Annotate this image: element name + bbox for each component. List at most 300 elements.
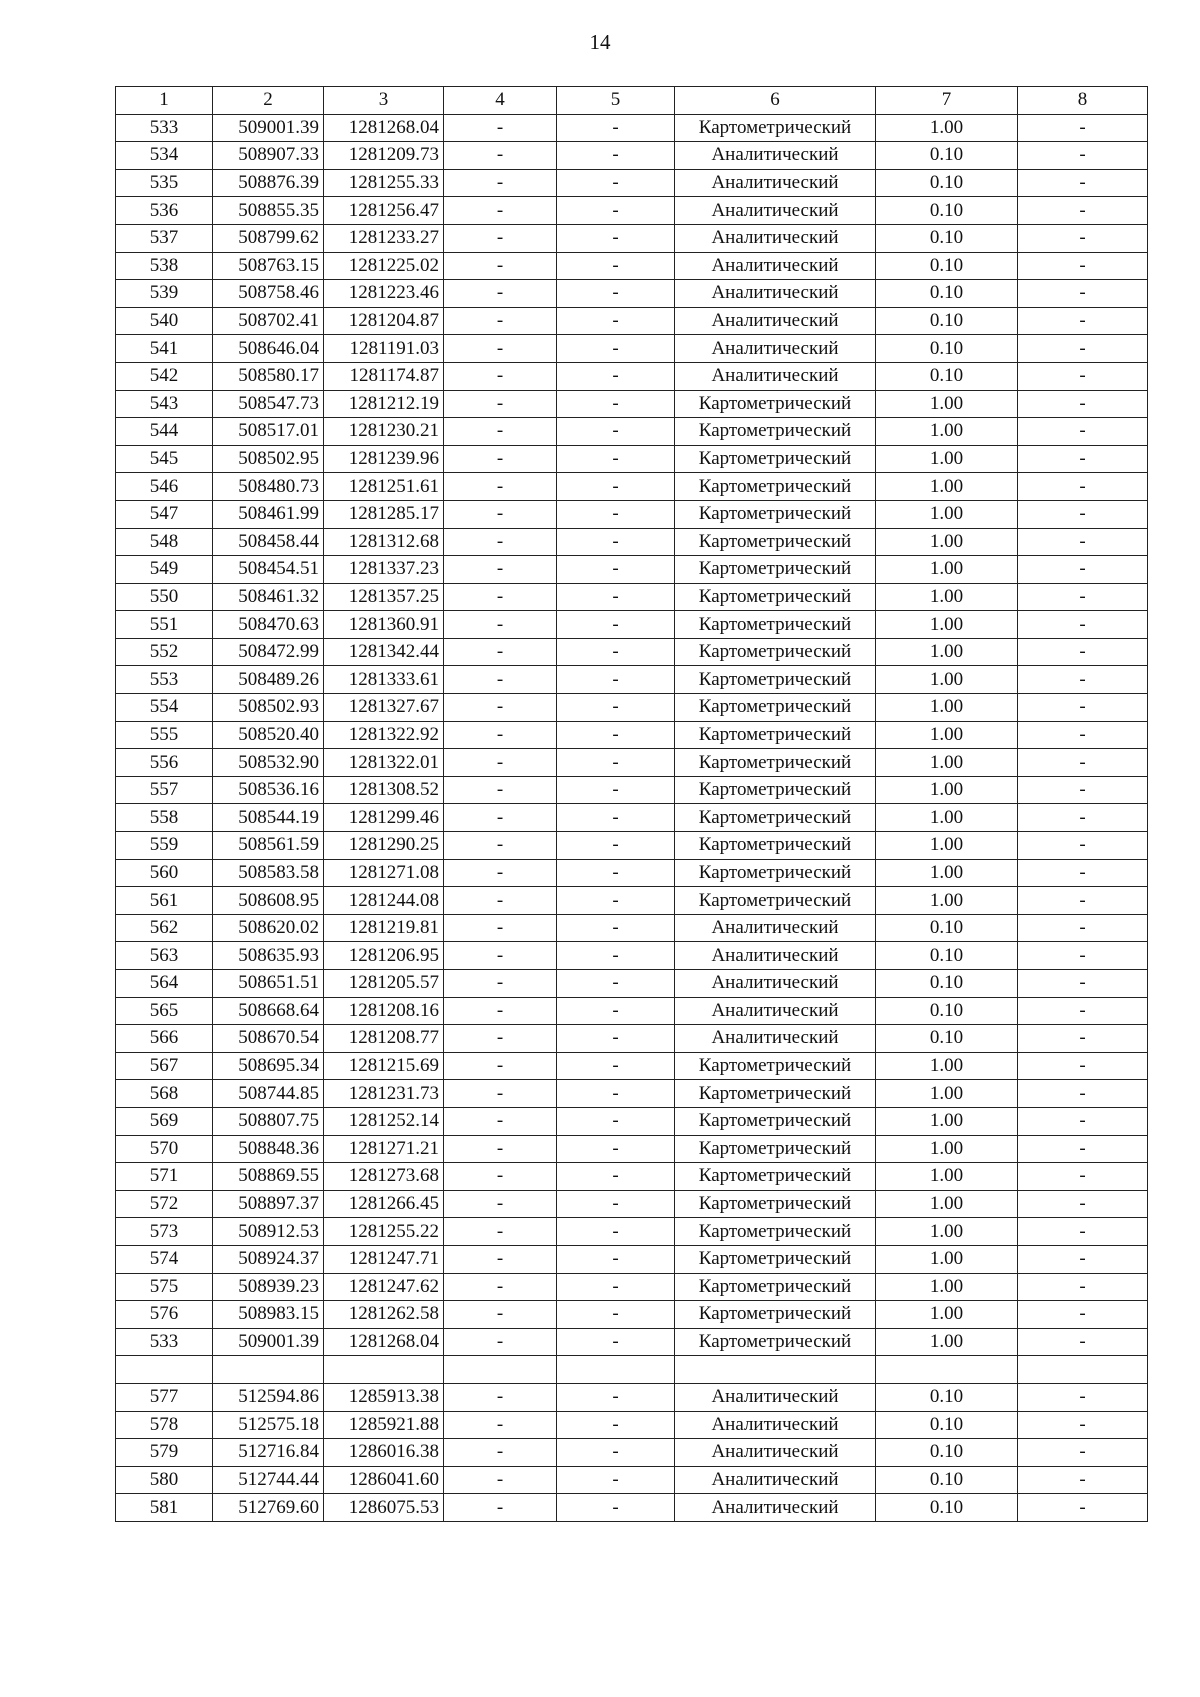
table-row	[116, 776, 1148, 804]
table-row	[116, 1218, 1148, 1246]
table-row	[116, 666, 1148, 694]
table-row	[116, 1466, 1148, 1494]
table-cell	[324, 1356, 444, 1384]
table-row	[116, 335, 1148, 363]
table-cell: Картометрический	[675, 1052, 876, 1080]
page-number: 14	[589, 30, 611, 54]
table-cell: 1281327.67	[324, 694, 444, 722]
table-cell: 508480.73	[213, 473, 324, 501]
table-cell: 572	[116, 1190, 213, 1218]
table-cell: 552	[116, 638, 213, 666]
table-cell: Картометрический	[675, 418, 876, 446]
table-cell: 553	[116, 666, 213, 694]
table-cell: 533	[116, 1328, 213, 1356]
table-cell: -	[1018, 362, 1148, 390]
table-cell: 0.10	[876, 197, 1018, 225]
table-row	[116, 859, 1148, 887]
table-cell: 1.00	[876, 1273, 1018, 1301]
table-cell: Картометрический	[675, 583, 876, 611]
table-row	[116, 1080, 1148, 1108]
table-cell: 1281262.58	[324, 1301, 444, 1329]
column-header: 2	[213, 87, 324, 115]
table-cell: -	[557, 1411, 675, 1439]
table-cell: -	[557, 1328, 675, 1356]
table-cell: 1281233.27	[324, 224, 444, 252]
table-cell: Аналитический	[675, 280, 876, 308]
table-row	[116, 1439, 1148, 1467]
table-cell: -	[557, 252, 675, 280]
table-cell: 543	[116, 390, 213, 418]
table-row	[116, 1135, 1148, 1163]
table-row	[116, 556, 1148, 584]
table-cell: -	[444, 307, 557, 335]
table-cell: 1.00	[876, 1218, 1018, 1246]
table-cell: 0.10	[876, 1025, 1018, 1053]
table-cell: 1281230.21	[324, 418, 444, 446]
table-cell: 0.10	[876, 224, 1018, 252]
table-cell: 508583.58	[213, 859, 324, 887]
table-cell: 560	[116, 859, 213, 887]
table-cell: -	[1018, 1273, 1148, 1301]
table-cell: 559	[116, 832, 213, 860]
table-cell: -	[1018, 1080, 1148, 1108]
table-cell: 1.00	[876, 1135, 1018, 1163]
table-cell: -	[444, 1439, 557, 1467]
table-cell: -	[1018, 1052, 1148, 1080]
table-cell: 508855.35	[213, 197, 324, 225]
table-cell: -	[444, 528, 557, 556]
coordinates-table	[115, 86, 1148, 1522]
table-cell: 569	[116, 1107, 213, 1135]
table-cell: 579	[116, 1439, 213, 1467]
table-cell: 1281333.61	[324, 666, 444, 694]
table-cell: 1281206.95	[324, 942, 444, 970]
table-cell: -	[557, 445, 675, 473]
table-cell: 1281322.92	[324, 721, 444, 749]
table-cell: 508580.17	[213, 362, 324, 390]
table-row	[116, 528, 1148, 556]
table-cell: Аналитический	[675, 252, 876, 280]
table-cell: 508502.93	[213, 694, 324, 722]
table-cell: 555	[116, 721, 213, 749]
table-cell: 508702.41	[213, 307, 324, 335]
table-cell: -	[557, 1080, 675, 1108]
table-cell: 1281231.73	[324, 1080, 444, 1108]
table-cell: 508869.55	[213, 1163, 324, 1191]
table-cell: 508461.32	[213, 583, 324, 611]
table-cell: -	[1018, 1190, 1148, 1218]
table-cell: -	[444, 1466, 557, 1494]
table-row	[116, 942, 1148, 970]
table-cell: 1.00	[876, 638, 1018, 666]
table-cell: 1281225.02	[324, 252, 444, 280]
table-cell: 550	[116, 583, 213, 611]
table-cell: Аналитический	[675, 169, 876, 197]
table-row	[116, 583, 1148, 611]
table-cell: 565	[116, 997, 213, 1025]
table-cell: 1.00	[876, 776, 1018, 804]
table-cell: 508651.51	[213, 970, 324, 998]
table-cell: 0.10	[876, 280, 1018, 308]
table-row	[116, 997, 1148, 1025]
table-cell: -	[1018, 114, 1148, 142]
table-cell: 1281290.25	[324, 832, 444, 860]
table-cell: 537	[116, 224, 213, 252]
table-cell: 562	[116, 914, 213, 942]
table-row	[116, 169, 1148, 197]
table-cell: 0.10	[876, 997, 1018, 1025]
table-cell: 571	[116, 1163, 213, 1191]
table-cell: 535	[116, 169, 213, 197]
table-cell: 1.00	[876, 832, 1018, 860]
table-cell: -	[444, 500, 557, 528]
table-cell: 576	[116, 1301, 213, 1329]
table-cell: -	[1018, 914, 1148, 942]
table-cell: -	[1018, 280, 1148, 308]
table-cell: -	[1018, 528, 1148, 556]
table-cell: 1281312.68	[324, 528, 444, 556]
table-cell: Аналитический	[675, 307, 876, 335]
table-cell: -	[444, 583, 557, 611]
table-cell: -	[557, 583, 675, 611]
table-cell: 0.10	[876, 169, 1018, 197]
table-cell: -	[444, 694, 557, 722]
table-cell: 508517.01	[213, 418, 324, 446]
table-cell: Картометрический	[675, 832, 876, 860]
table-cell: Аналитический	[675, 1439, 876, 1467]
table-row	[116, 1301, 1148, 1329]
table-row	[116, 280, 1148, 308]
table-cell: 549	[116, 556, 213, 584]
table-cell: Картометрический	[675, 804, 876, 832]
table-cell: -	[444, 914, 557, 942]
table-cell: 1281357.25	[324, 583, 444, 611]
table-cell: 557	[116, 776, 213, 804]
table-cell: 1.00	[876, 1301, 1018, 1329]
table-cell: 508470.63	[213, 611, 324, 639]
table-cell: -	[1018, 307, 1148, 335]
table-cell: 508668.64	[213, 997, 324, 1025]
table-cell: 508646.04	[213, 335, 324, 363]
table-cell: 508807.75	[213, 1107, 324, 1135]
table-cell: 508532.90	[213, 749, 324, 777]
table-cell: -	[557, 721, 675, 749]
table-row	[116, 390, 1148, 418]
table-cell: 1.00	[876, 1080, 1018, 1108]
table-cell: 558	[116, 804, 213, 832]
table-cell: 1.00	[876, 1190, 1018, 1218]
table-cell: -	[1018, 500, 1148, 528]
table-cell: -	[557, 418, 675, 446]
table-cell: -	[557, 1163, 675, 1191]
table-cell	[876, 1356, 1018, 1384]
table-cell: -	[557, 224, 675, 252]
table-cell: 1.00	[876, 804, 1018, 832]
table-cell: 1.00	[876, 859, 1018, 887]
table-cell: -	[444, 1190, 557, 1218]
table-cell: -	[444, 1052, 557, 1080]
column-header: 5	[557, 87, 675, 115]
table-cell: -	[1018, 224, 1148, 252]
table-row	[116, 224, 1148, 252]
table-cell: 1281247.71	[324, 1245, 444, 1273]
table-cell: -	[1018, 832, 1148, 860]
table-cell: -	[557, 859, 675, 887]
table-cell: -	[1018, 611, 1148, 639]
table-cell: Картометрический	[675, 1245, 876, 1273]
table-cell: Картометрический	[675, 776, 876, 804]
table-cell: -	[557, 1273, 675, 1301]
table-cell: 508983.15	[213, 1301, 324, 1329]
table-cell: 1281271.21	[324, 1135, 444, 1163]
table-cell: 0.10	[876, 1383, 1018, 1411]
table-cell: 1281191.03	[324, 335, 444, 363]
table-cell: -	[557, 280, 675, 308]
table-cell: 1286041.60	[324, 1466, 444, 1494]
table-row	[116, 1494, 1148, 1522]
table-cell: 1.00	[876, 528, 1018, 556]
table-cell: -	[444, 1107, 557, 1135]
table-cell: 539	[116, 280, 213, 308]
table-row	[116, 638, 1148, 666]
table-cell: -	[1018, 1245, 1148, 1273]
table-cell: -	[1018, 1218, 1148, 1246]
table-cell: 0.10	[876, 1466, 1018, 1494]
table-cell: 548	[116, 528, 213, 556]
table-cell: -	[557, 776, 675, 804]
table-cell: -	[557, 1245, 675, 1273]
table-cell: -	[557, 970, 675, 998]
table-cell: Картометрический	[675, 1107, 876, 1135]
table-cell: -	[444, 252, 557, 280]
table-cell: 508695.34	[213, 1052, 324, 1080]
table-cell: -	[1018, 721, 1148, 749]
table-cell: 1.00	[876, 114, 1018, 142]
table-cell: Картометрический	[675, 390, 876, 418]
table-header-row	[116, 87, 1148, 115]
table-cell: Аналитический	[675, 142, 876, 170]
table-cell: 1281285.17	[324, 500, 444, 528]
table-cell: 508454.51	[213, 556, 324, 584]
table-cell: Картометрический	[675, 114, 876, 142]
table-cell: -	[444, 1135, 557, 1163]
table-cell: 1.00	[876, 887, 1018, 915]
table-cell: -	[1018, 749, 1148, 777]
table-cell: 1281208.16	[324, 997, 444, 1025]
table-cell: -	[1018, 1411, 1148, 1439]
table-cell: -	[444, 390, 557, 418]
table-row	[116, 1107, 1148, 1135]
table-cell: -	[444, 362, 557, 390]
table-cell: -	[444, 473, 557, 501]
table-cell: 508472.99	[213, 638, 324, 666]
table-cell: -	[1018, 1163, 1148, 1191]
table-cell: Аналитический	[675, 942, 876, 970]
table-row	[116, 970, 1148, 998]
table-cell: 0.10	[876, 142, 1018, 170]
table-cell: -	[1018, 942, 1148, 970]
table-cell: Картометрический	[675, 1218, 876, 1246]
table-cell: -	[557, 390, 675, 418]
table-cell: -	[557, 500, 675, 528]
table-cell: 1281268.04	[324, 1328, 444, 1356]
table-cell: 1281209.73	[324, 142, 444, 170]
table-cell: -	[1018, 804, 1148, 832]
table-cell: 508544.19	[213, 804, 324, 832]
table-cell: 542	[116, 362, 213, 390]
table-cell: 1.00	[876, 445, 1018, 473]
table-cell: -	[557, 1466, 675, 1494]
table-cell: 1281239.96	[324, 445, 444, 473]
table-cell: 1.00	[876, 1052, 1018, 1080]
table-cell: 1.00	[876, 694, 1018, 722]
table-cell: -	[444, 638, 557, 666]
table-cell: 512594.86	[213, 1383, 324, 1411]
table-cell: 1286016.38	[324, 1439, 444, 1467]
table-cell: -	[1018, 997, 1148, 1025]
table-cell: -	[1018, 197, 1148, 225]
table-cell: 508670.54	[213, 1025, 324, 1053]
table-cell: 1.00	[876, 1245, 1018, 1273]
table-cell: -	[557, 307, 675, 335]
table-cell: -	[444, 611, 557, 639]
table-cell: Аналитический	[675, 997, 876, 1025]
table-cell: -	[444, 776, 557, 804]
table-cell: Аналитический	[675, 335, 876, 363]
table-cell: Картометрический	[675, 859, 876, 887]
table-cell: 580	[116, 1466, 213, 1494]
table-cell: -	[1018, 556, 1148, 584]
table-cell: 512769.60	[213, 1494, 324, 1522]
table-cell: 556	[116, 749, 213, 777]
table-cell: -	[444, 142, 557, 170]
table-cell: 508489.26	[213, 666, 324, 694]
table-cell: 1285913.38	[324, 1383, 444, 1411]
table-cell: Картометрический	[675, 749, 876, 777]
table-cell: -	[557, 1383, 675, 1411]
table-cell: -	[444, 887, 557, 915]
table-cell: 563	[116, 942, 213, 970]
table-cell: 1286075.53	[324, 1494, 444, 1522]
table-row	[116, 1052, 1148, 1080]
table-cell: -	[1018, 169, 1148, 197]
table-row	[116, 611, 1148, 639]
table-cell: 577	[116, 1383, 213, 1411]
table-cell: -	[1018, 1466, 1148, 1494]
table-cell: 546	[116, 473, 213, 501]
table-cell: -	[444, 859, 557, 887]
table-cell: Аналитический	[675, 197, 876, 225]
table-cell: -	[1018, 859, 1148, 887]
table-cell: 1281299.46	[324, 804, 444, 832]
table-row	[116, 1245, 1148, 1273]
table-cell: 1281360.91	[324, 611, 444, 639]
table-cell: -	[557, 1025, 675, 1053]
table-row	[116, 1190, 1148, 1218]
table-cell: 1.00	[876, 611, 1018, 639]
column-header: 7	[876, 87, 1018, 115]
table-cell: 1285921.88	[324, 1411, 444, 1439]
table-cell: -	[444, 197, 557, 225]
table-cell: 1.00	[876, 1328, 1018, 1356]
table-cell: Картометрический	[675, 500, 876, 528]
table-cell: -	[1018, 1107, 1148, 1135]
table-cell: -	[1018, 1328, 1148, 1356]
table-cell: 1.00	[876, 666, 1018, 694]
table-cell: 564	[116, 970, 213, 998]
table-cell: -	[444, 1301, 557, 1329]
table-cell: 0.10	[876, 1439, 1018, 1467]
table-cell: Аналитический	[675, 1411, 876, 1439]
table-cell: -	[1018, 1301, 1148, 1329]
table-cell: 540	[116, 307, 213, 335]
table-cell: 0.10	[876, 942, 1018, 970]
table-cell: -	[444, 1080, 557, 1108]
table-cell: 512575.18	[213, 1411, 324, 1439]
table-cell: Картометрический	[675, 1273, 876, 1301]
table-cell: -	[557, 666, 675, 694]
table-cell: 0.10	[876, 970, 1018, 998]
table-cell: 1.00	[876, 749, 1018, 777]
table-cell: 508924.37	[213, 1245, 324, 1273]
table-row	[116, 500, 1148, 528]
table-cell: 1281223.46	[324, 280, 444, 308]
table-cell: 508744.85	[213, 1080, 324, 1108]
table-cell: 1.00	[876, 500, 1018, 528]
table-cell: -	[1018, 473, 1148, 501]
table-cell: 1281308.52	[324, 776, 444, 804]
table-cell: Картометрический	[675, 1080, 876, 1108]
table-cell: 0.10	[876, 307, 1018, 335]
table-cell: 1281337.23	[324, 556, 444, 584]
table-row	[116, 914, 1148, 942]
table-cell: Аналитический	[675, 1383, 876, 1411]
table-cell: 1281271.08	[324, 859, 444, 887]
table-cell: -	[444, 942, 557, 970]
table-cell: Картометрический	[675, 887, 876, 915]
table-cell: -	[444, 1328, 557, 1356]
table-cell: 0.10	[876, 335, 1018, 363]
table-cell: 1281208.77	[324, 1025, 444, 1053]
table-row	[116, 473, 1148, 501]
table-cell: 1281205.57	[324, 970, 444, 998]
table-cell: Картометрический	[675, 1190, 876, 1218]
table-cell: -	[444, 749, 557, 777]
table-cell: Картометрический	[675, 1328, 876, 1356]
table-cell: 508876.39	[213, 169, 324, 197]
table-cell: -	[1018, 1383, 1148, 1411]
table-cell: 581	[116, 1494, 213, 1522]
table-cell	[1018, 1356, 1148, 1384]
table-cell: -	[444, 556, 557, 584]
table-cell: 1.00	[876, 473, 1018, 501]
table-cell: -	[557, 942, 675, 970]
table-cell: -	[557, 1439, 675, 1467]
table-cell: -	[557, 473, 675, 501]
table-cell: 508561.59	[213, 832, 324, 860]
table-cell: -	[1018, 252, 1148, 280]
table-cell: 508635.93	[213, 942, 324, 970]
table-cell: -	[1018, 445, 1148, 473]
table-cell: -	[557, 362, 675, 390]
table-cell	[557, 1356, 675, 1384]
table-cell: 1281247.62	[324, 1273, 444, 1301]
table-cell: 561	[116, 887, 213, 915]
table-cell: 1.00	[876, 556, 1018, 584]
table-cell: 1281244.08	[324, 887, 444, 915]
table-row	[116, 1411, 1148, 1439]
table-cell: 578	[116, 1411, 213, 1439]
